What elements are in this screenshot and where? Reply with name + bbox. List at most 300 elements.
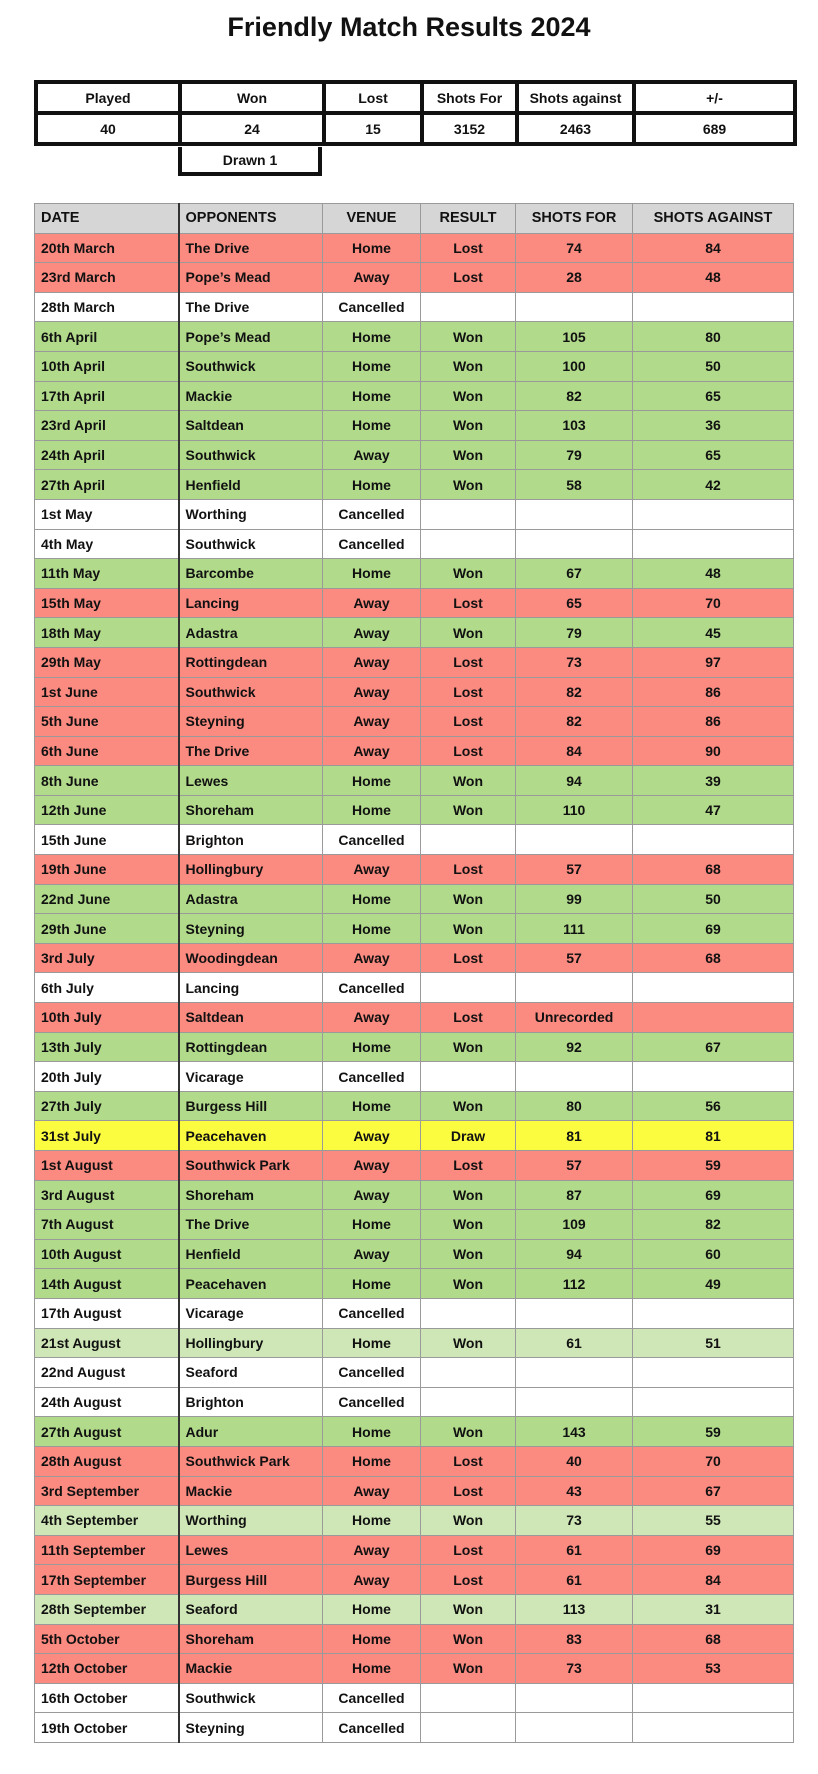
match-shots-for bbox=[516, 1062, 633, 1092]
table-row bbox=[35, 825, 794, 855]
match-shots-against: 68 bbox=[633, 1624, 794, 1654]
match-shots-for: 65 bbox=[516, 588, 633, 618]
table-row bbox=[35, 263, 794, 293]
match-shots-against: 81 bbox=[633, 1121, 794, 1151]
match-shots-against: 31 bbox=[633, 1594, 794, 1624]
match-shots-for: 74 bbox=[516, 233, 633, 263]
match-venue: Away bbox=[323, 1565, 421, 1595]
match-result: Lost bbox=[421, 588, 516, 618]
table-row bbox=[35, 736, 794, 766]
match-result: Won bbox=[421, 322, 516, 352]
match-shots-for: 94 bbox=[516, 1239, 633, 1269]
match-date: 10th April bbox=[35, 351, 179, 381]
match-opponent: Adastra bbox=[179, 884, 323, 914]
summary-header-shots-against: Shots against bbox=[517, 82, 634, 113]
column-header-shots-against: SHOTS AGAINST bbox=[633, 204, 794, 234]
table-row bbox=[35, 943, 794, 973]
results-header-row bbox=[35, 204, 794, 234]
match-date: 29th June bbox=[35, 914, 179, 944]
match-shots-for: 79 bbox=[516, 440, 633, 470]
summary-header-shots-for: Shots For bbox=[422, 82, 517, 113]
table-row bbox=[35, 1594, 794, 1624]
match-result: Won bbox=[421, 884, 516, 914]
drawn-count: Drawn 1 bbox=[178, 147, 322, 176]
match-venue: Away bbox=[323, 588, 421, 618]
match-shots-against: 60 bbox=[633, 1239, 794, 1269]
match-shots-for: 111 bbox=[516, 914, 633, 944]
match-shots-for: 84 bbox=[516, 736, 633, 766]
match-date: 1st May bbox=[35, 499, 179, 529]
match-shots-for: 79 bbox=[516, 618, 633, 648]
match-result bbox=[421, 1683, 516, 1713]
match-shots-against bbox=[633, 1003, 794, 1033]
table-row bbox=[35, 1417, 794, 1447]
table-row bbox=[35, 233, 794, 263]
match-opponent: Southwick Park bbox=[179, 1446, 323, 1476]
match-date: 17th August bbox=[35, 1298, 179, 1328]
summary-header-won: Won bbox=[180, 82, 324, 113]
match-result: Won bbox=[421, 1328, 516, 1358]
match-result: Draw bbox=[421, 1121, 516, 1151]
match-shots-against: 55 bbox=[633, 1506, 794, 1536]
match-shots-against: 86 bbox=[633, 677, 794, 707]
table-row bbox=[35, 1565, 794, 1595]
match-shots-for: Unrecorded bbox=[516, 1003, 633, 1033]
match-shots-for: 61 bbox=[516, 1328, 633, 1358]
match-venue: Cancelled bbox=[323, 292, 421, 322]
table-row bbox=[35, 1446, 794, 1476]
match-venue: Away bbox=[323, 855, 421, 885]
match-venue: Away bbox=[323, 263, 421, 293]
match-opponent: Seaford bbox=[179, 1594, 323, 1624]
match-result: Won bbox=[421, 1417, 516, 1447]
match-venue: Away bbox=[323, 618, 421, 648]
table-row bbox=[35, 1239, 794, 1269]
match-shots-for bbox=[516, 973, 633, 1003]
match-venue: Cancelled bbox=[323, 1387, 421, 1417]
match-date: 12th June bbox=[35, 795, 179, 825]
match-venue: Away bbox=[323, 943, 421, 973]
match-shots-for: 73 bbox=[516, 647, 633, 677]
match-opponent: Burgess Hill bbox=[179, 1091, 323, 1121]
match-opponent: Lancing bbox=[179, 973, 323, 1003]
match-shots-for bbox=[516, 1683, 633, 1713]
match-opponent: Lewes bbox=[179, 766, 323, 796]
match-result: Won bbox=[421, 1506, 516, 1536]
match-shots-for: 87 bbox=[516, 1180, 633, 1210]
match-opponent: Barcombe bbox=[179, 559, 323, 589]
match-shots-for: 57 bbox=[516, 1151, 633, 1181]
match-result: Won bbox=[421, 1091, 516, 1121]
match-opponent: Brighton bbox=[179, 1387, 323, 1417]
match-opponent: Mackie bbox=[179, 1654, 323, 1684]
match-date: 13th July bbox=[35, 1032, 179, 1062]
match-shots-for: 73 bbox=[516, 1506, 633, 1536]
match-shots-against bbox=[633, 1358, 794, 1388]
match-shots-for: 82 bbox=[516, 677, 633, 707]
match-venue: Cancelled bbox=[323, 1298, 421, 1328]
match-opponent: Pope’s Mead bbox=[179, 322, 323, 352]
match-result: Won bbox=[421, 1210, 516, 1240]
table-row bbox=[35, 1269, 794, 1299]
match-opponent: The Drive bbox=[179, 736, 323, 766]
table-row bbox=[35, 470, 794, 500]
table-row bbox=[35, 677, 794, 707]
summary-difference-value: 689 bbox=[634, 113, 795, 144]
match-venue: Home bbox=[323, 1328, 421, 1358]
match-date: 20th July bbox=[35, 1062, 179, 1092]
match-opponent: Shoreham bbox=[179, 1624, 323, 1654]
table-row bbox=[35, 1535, 794, 1565]
match-opponent: Southwick bbox=[179, 440, 323, 470]
match-opponent: Southwick bbox=[179, 1683, 323, 1713]
match-date: 18th May bbox=[35, 618, 179, 648]
match-date: 23rd April bbox=[35, 411, 179, 441]
match-venue: Home bbox=[323, 381, 421, 411]
match-shots-against bbox=[633, 1713, 794, 1743]
match-result: Won bbox=[421, 1269, 516, 1299]
match-opponent: The Drive bbox=[179, 1210, 323, 1240]
match-shots-against: 50 bbox=[633, 351, 794, 381]
match-venue: Home bbox=[323, 233, 421, 263]
match-result: Won bbox=[421, 1239, 516, 1269]
page-title: Friendly Match Results 2024 bbox=[227, 12, 591, 42]
summary-shots-for-value: 3152 bbox=[422, 113, 517, 144]
match-opponent: Hollingbury bbox=[179, 1328, 323, 1358]
match-date: 16th October bbox=[35, 1683, 179, 1713]
match-venue: Home bbox=[323, 1654, 421, 1684]
match-opponent: Henfield bbox=[179, 470, 323, 500]
match-shots-against: 69 bbox=[633, 1180, 794, 1210]
table-row bbox=[35, 707, 794, 737]
match-result: Won bbox=[421, 914, 516, 944]
match-shots-against bbox=[633, 1298, 794, 1328]
match-venue: Home bbox=[323, 1506, 421, 1536]
match-date: 17th September bbox=[35, 1565, 179, 1595]
match-result: Won bbox=[421, 470, 516, 500]
match-date: 31st July bbox=[35, 1121, 179, 1151]
match-opponent: Southwick bbox=[179, 351, 323, 381]
table-row bbox=[35, 1387, 794, 1417]
match-result bbox=[421, 499, 516, 529]
match-date: 27th July bbox=[35, 1091, 179, 1121]
match-shots-for bbox=[516, 825, 633, 855]
match-date: 10th August bbox=[35, 1239, 179, 1269]
match-opponent: Shoreham bbox=[179, 795, 323, 825]
match-shots-against: 97 bbox=[633, 647, 794, 677]
table-row bbox=[35, 1032, 794, 1062]
match-date: 8th June bbox=[35, 766, 179, 796]
match-venue: Away bbox=[323, 1180, 421, 1210]
match-opponent: Saltdean bbox=[179, 1003, 323, 1033]
match-shots-against: 90 bbox=[633, 736, 794, 766]
match-date: 28th August bbox=[35, 1446, 179, 1476]
match-shots-for: 57 bbox=[516, 855, 633, 885]
summary-header-difference: +/- bbox=[634, 82, 795, 113]
summary-shots-against-value: 2463 bbox=[517, 113, 634, 144]
match-venue: Away bbox=[323, 736, 421, 766]
match-result: Won bbox=[421, 559, 516, 589]
match-shots-against bbox=[633, 529, 794, 559]
match-date: 4th May bbox=[35, 529, 179, 559]
match-venue: Cancelled bbox=[323, 973, 421, 1003]
match-venue: Home bbox=[323, 1032, 421, 1062]
summary-lost-value: 15 bbox=[324, 113, 422, 144]
match-date: 20th March bbox=[35, 233, 179, 263]
match-venue: Cancelled bbox=[323, 1062, 421, 1092]
match-shots-against: 59 bbox=[633, 1417, 794, 1447]
table-row bbox=[35, 440, 794, 470]
match-shots-for bbox=[516, 1358, 633, 1388]
table-row bbox=[35, 766, 794, 796]
table-row bbox=[35, 1654, 794, 1684]
results-body bbox=[35, 233, 794, 1742]
match-shots-against bbox=[633, 973, 794, 1003]
table-row bbox=[35, 647, 794, 677]
match-shots-against: 50 bbox=[633, 884, 794, 914]
match-opponent: Peacehaven bbox=[179, 1121, 323, 1151]
match-date: 5th October bbox=[35, 1624, 179, 1654]
table-row bbox=[35, 618, 794, 648]
match-shots-for: 40 bbox=[516, 1446, 633, 1476]
table-row bbox=[35, 1151, 794, 1181]
table-row bbox=[35, 351, 794, 381]
table-row bbox=[35, 1624, 794, 1654]
match-shots-against: 67 bbox=[633, 1032, 794, 1062]
match-opponent: Worthing bbox=[179, 499, 323, 529]
match-result bbox=[421, 529, 516, 559]
match-result bbox=[421, 973, 516, 1003]
match-opponent: Burgess Hill bbox=[179, 1565, 323, 1595]
match-result: Lost bbox=[421, 1151, 516, 1181]
match-result: Lost bbox=[421, 677, 516, 707]
match-date: 11th May bbox=[35, 559, 179, 589]
column-header-result: RESULT bbox=[421, 204, 516, 234]
table-row bbox=[35, 499, 794, 529]
match-shots-for: 28 bbox=[516, 263, 633, 293]
match-date: 3rd August bbox=[35, 1180, 179, 1210]
match-shots-for: 61 bbox=[516, 1565, 633, 1595]
match-venue: Away bbox=[323, 647, 421, 677]
summary-won-value: 24 bbox=[180, 113, 324, 144]
match-date: 21st August bbox=[35, 1328, 179, 1358]
match-opponent: Hollingbury bbox=[179, 855, 323, 885]
match-shots-for bbox=[516, 1298, 633, 1328]
match-result: Lost bbox=[421, 855, 516, 885]
match-result: Lost bbox=[421, 263, 516, 293]
match-date: 28th March bbox=[35, 292, 179, 322]
match-result: Won bbox=[421, 1180, 516, 1210]
match-shots-for: 100 bbox=[516, 351, 633, 381]
match-venue: Home bbox=[323, 884, 421, 914]
match-date: 6th April bbox=[35, 322, 179, 352]
match-shots-for: 143 bbox=[516, 1417, 633, 1447]
match-opponent: Vicarage bbox=[179, 1062, 323, 1092]
match-opponent: Adastra bbox=[179, 618, 323, 648]
match-result: Won bbox=[421, 440, 516, 470]
match-shots-for: 99 bbox=[516, 884, 633, 914]
table-row bbox=[35, 292, 794, 322]
summary-header-played: Played bbox=[36, 82, 180, 113]
match-date: 19th October bbox=[35, 1713, 179, 1743]
match-shots-against: 70 bbox=[633, 588, 794, 618]
match-result bbox=[421, 1387, 516, 1417]
match-venue: Home bbox=[323, 322, 421, 352]
column-header-date: DATE bbox=[35, 204, 179, 234]
match-date: 1st August bbox=[35, 1151, 179, 1181]
match-result bbox=[421, 1062, 516, 1092]
table-row bbox=[35, 1121, 794, 1151]
match-opponent: Woodingdean bbox=[179, 943, 323, 973]
match-shots-against: 68 bbox=[633, 855, 794, 885]
match-date: 15th May bbox=[35, 588, 179, 618]
match-venue: Away bbox=[323, 1239, 421, 1269]
match-shots-for bbox=[516, 292, 633, 322]
column-header-venue: VENUE bbox=[323, 204, 421, 234]
match-result: Lost bbox=[421, 1446, 516, 1476]
match-date: 3rd September bbox=[35, 1476, 179, 1506]
match-shots-against: 68 bbox=[633, 943, 794, 973]
match-shots-against: 80 bbox=[633, 322, 794, 352]
match-shots-against: 56 bbox=[633, 1091, 794, 1121]
table-row bbox=[35, 1683, 794, 1713]
match-shots-against: 70 bbox=[633, 1446, 794, 1476]
match-date: 14th August bbox=[35, 1269, 179, 1299]
match-venue: Away bbox=[323, 1121, 421, 1151]
match-venue: Home bbox=[323, 1269, 421, 1299]
match-shots-for: 83 bbox=[516, 1624, 633, 1654]
table-row bbox=[35, 884, 794, 914]
match-venue: Away bbox=[323, 707, 421, 737]
match-shots-for: 61 bbox=[516, 1535, 633, 1565]
match-shots-against: 59 bbox=[633, 1151, 794, 1181]
match-date: 4th September bbox=[35, 1506, 179, 1536]
table-row bbox=[35, 1062, 794, 1092]
match-shots-against: 51 bbox=[633, 1328, 794, 1358]
match-result: Won bbox=[421, 766, 516, 796]
table-row bbox=[35, 1180, 794, 1210]
match-result bbox=[421, 1358, 516, 1388]
match-opponent: Mackie bbox=[179, 1476, 323, 1506]
match-shots-for: 94 bbox=[516, 766, 633, 796]
match-venue: Away bbox=[323, 440, 421, 470]
match-date: 28th September bbox=[35, 1594, 179, 1624]
match-shots-against: 53 bbox=[633, 1654, 794, 1684]
match-result: Won bbox=[421, 618, 516, 648]
match-date: 24th August bbox=[35, 1387, 179, 1417]
table-row bbox=[35, 1506, 794, 1536]
match-result bbox=[421, 825, 516, 855]
match-opponent: Southwick bbox=[179, 677, 323, 707]
match-venue: Home bbox=[323, 1210, 421, 1240]
match-result: Lost bbox=[421, 1476, 516, 1506]
table-row bbox=[35, 529, 794, 559]
match-result: Lost bbox=[421, 707, 516, 737]
summary-value-row bbox=[36, 113, 795, 144]
match-shots-for: 82 bbox=[516, 707, 633, 737]
match-venue: Cancelled bbox=[323, 825, 421, 855]
match-shots-against bbox=[633, 1387, 794, 1417]
table-row bbox=[35, 914, 794, 944]
match-shots-against: 67 bbox=[633, 1476, 794, 1506]
match-shots-against: 42 bbox=[633, 470, 794, 500]
match-result: Lost bbox=[421, 647, 516, 677]
match-shots-for: 67 bbox=[516, 559, 633, 589]
match-date: 7th August bbox=[35, 1210, 179, 1240]
table-row bbox=[35, 588, 794, 618]
match-opponent: The Drive bbox=[179, 292, 323, 322]
match-shots-for: 81 bbox=[516, 1121, 633, 1151]
match-shots-for: 43 bbox=[516, 1476, 633, 1506]
match-result: Lost bbox=[421, 1003, 516, 1033]
match-shots-against: 47 bbox=[633, 795, 794, 825]
match-date: 6th June bbox=[35, 736, 179, 766]
match-venue: Home bbox=[323, 766, 421, 796]
match-result: Won bbox=[421, 411, 516, 441]
match-opponent: Worthing bbox=[179, 1506, 323, 1536]
summary-header-row bbox=[36, 82, 795, 113]
match-date: 11th September bbox=[35, 1535, 179, 1565]
results-table bbox=[34, 203, 794, 1743]
match-date: 12th October bbox=[35, 1654, 179, 1684]
match-venue: Home bbox=[323, 914, 421, 944]
match-opponent: Steyning bbox=[179, 707, 323, 737]
match-result bbox=[421, 1713, 516, 1743]
match-result: Won bbox=[421, 1032, 516, 1062]
column-header-opponents: OPPONENTS bbox=[179, 204, 323, 234]
match-venue: Home bbox=[323, 351, 421, 381]
match-venue: Home bbox=[323, 1446, 421, 1476]
table-row bbox=[35, 559, 794, 589]
match-shots-for: 105 bbox=[516, 322, 633, 352]
match-opponent: Steyning bbox=[179, 914, 323, 944]
summary-header-lost: Lost bbox=[324, 82, 422, 113]
match-date: 29th May bbox=[35, 647, 179, 677]
match-shots-against bbox=[633, 499, 794, 529]
match-result: Won bbox=[421, 381, 516, 411]
match-shots-against: 45 bbox=[633, 618, 794, 648]
match-opponent: Seaford bbox=[179, 1358, 323, 1388]
match-venue: Cancelled bbox=[323, 529, 421, 559]
match-date: 5th June bbox=[35, 707, 179, 737]
match-result: Won bbox=[421, 1654, 516, 1684]
match-shots-against: 86 bbox=[633, 707, 794, 737]
match-opponent: Vicarage bbox=[179, 1298, 323, 1328]
match-result: Lost bbox=[421, 736, 516, 766]
table-row bbox=[35, 1003, 794, 1033]
table-row bbox=[35, 795, 794, 825]
match-shots-against: 82 bbox=[633, 1210, 794, 1240]
match-shots-against: 36 bbox=[633, 411, 794, 441]
match-shots-for: 92 bbox=[516, 1032, 633, 1062]
match-venue: Home bbox=[323, 470, 421, 500]
match-opponent: Pope’s Mead bbox=[179, 263, 323, 293]
match-result: Won bbox=[421, 1624, 516, 1654]
match-shots-for: 110 bbox=[516, 795, 633, 825]
match-date: 17th April bbox=[35, 381, 179, 411]
table-row bbox=[35, 1713, 794, 1743]
match-opponent: Mackie bbox=[179, 381, 323, 411]
match-result: Won bbox=[421, 1594, 516, 1624]
match-shots-for: 58 bbox=[516, 470, 633, 500]
summary-table bbox=[34, 80, 797, 146]
match-result: Lost bbox=[421, 1565, 516, 1595]
match-date: 27th August bbox=[35, 1417, 179, 1447]
match-shots-for bbox=[516, 529, 633, 559]
match-shots-for: 112 bbox=[516, 1269, 633, 1299]
match-venue: Home bbox=[323, 559, 421, 589]
match-date: 1st June bbox=[35, 677, 179, 707]
